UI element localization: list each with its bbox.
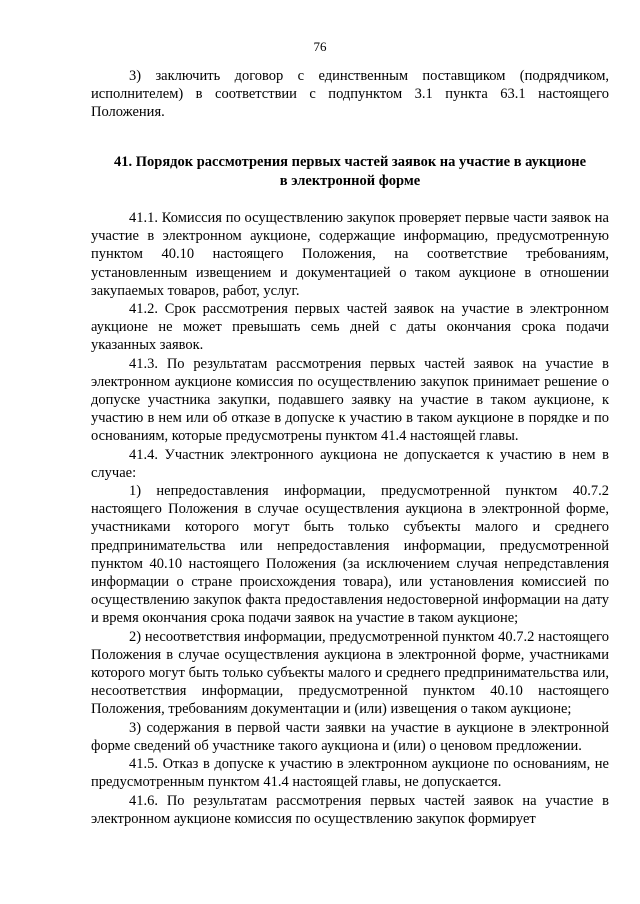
paragraph-41-4-item-1: 1) непредоставления информации, предусмотренной пунктом 40.7.2 настоящего Положения в случае осуществления аукциона в электронной форме, участниками которого могут быть только субъекты малого и среднего предпринимательства или непредоставления информации, предусмотренной пунктом 40.10 настоящего Положения (за исключением случая непредставления информации о стране происхождения товара), или установления комиссией по осуществлению закупок факта предоставления недостоверной информации на дату и время окончания срока подачи заявок на участие в таком аукционе; xyxy=(91,483,609,627)
intro-block xyxy=(91,67,609,122)
intro-paragraph: 3) заключить договор с единственным поставщиком (подрядчиком, исполнителем) в соответствии с подпунктом 3.1 пункта 63.1 настоящего Положения. xyxy=(91,68,609,121)
section-body xyxy=(91,209,609,828)
paragraph-41-6: 41.6. По результатам рассмотрения первых частей заявок на участие в электронном аукционе комиссия по осуществлению закупок формирует xyxy=(91,792,609,827)
paragraph-41-4-item-3: 3) содержания в первой части заявки на участие в аукционе в электронной форме сведений об участнике такого аукциона и (или) о ценовом предложении. xyxy=(91,719,609,754)
section-heading-line-2: в электронной форме xyxy=(279,173,421,189)
page-number: 76 xyxy=(313,39,327,54)
paragraph-41-3: 41.3. По результатам рассмотрения первых частей заявок на участие в электронном аукционе комиссия по осуществлению закупок принимает решение о допуске участника закупки, подавшего заявку на участие в таком аукционе, к участию в нем или об отказе в допуске к участию в таком аукционе в порядке и по основаниям, которые предусмотрены пунктом 41.4 настоящей главы. xyxy=(91,355,609,445)
section-heading xyxy=(91,153,609,191)
paragraph-41-1: 41.1. Комиссия по осуществлению закупок проверяет первые части заявок на участие в электронном аукционе, содержащие информацию, предусмотренную пунктом 40.10 настоящего Положения, на соответствие требованиям, установленным извещением и документацией о таком аукционе в отношении закупаемых товаров, работ, услуг. xyxy=(91,210,609,299)
paragraph-41-4: 41.4. Участник электронного аукциона не допускается к участию в нем в случае: xyxy=(91,446,609,481)
paragraph-41-5: 41.5. Отказ в допуске к участию в электронном аукционе по основаниям, не предусмотренным пунктом 41.4 настоящей главы, не допускается. xyxy=(91,756,609,791)
paragraph-41-4-item-2: 2) несоответствия информации, предусмотренной пунктом 40.7.2 настоящего Положения в случае осуществления аукциона в электронной форме, участниками которого могут быть только субъекты малого и среднего предпринимательства или, несоответствия информации, предусмотренной пунктом 40.10 настоящего Положения, требованиям документации и (или) извещения о таком аукционе; xyxy=(91,628,609,718)
section-heading-line-1: 41. Порядок рассмотрения первых частей заявок на участие в аукционе xyxy=(113,154,587,170)
paragraph-41-2: 41.2. Срок рассмотрения первых частей заявок на участие в электронном аукционе не может превышать семь дней с даты окончания срока подачи указанных заявок. xyxy=(91,301,609,354)
